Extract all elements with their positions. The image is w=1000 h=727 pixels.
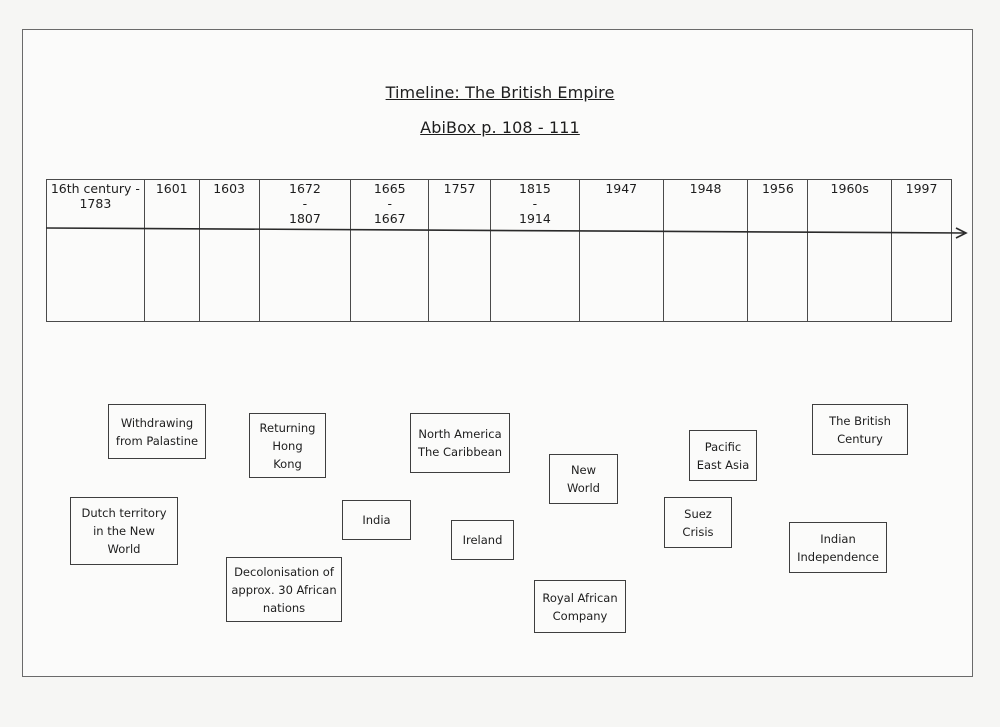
- event-card[interactable]: Pacific East Asia: [689, 430, 757, 481]
- timeline-date: 1948: [689, 181, 722, 196]
- timeline-date: 1997: [905, 181, 938, 196]
- event-card[interactable]: India: [342, 500, 411, 540]
- timeline-date: 1960s: [830, 181, 869, 196]
- event-card[interactable]: Suez Crisis: [664, 497, 732, 548]
- timeline-column: [891, 180, 951, 321]
- page-subtitle: AbiBox p. 108 - 111: [420, 118, 580, 137]
- timeline-column: [747, 180, 807, 321]
- timeline-date: 1601: [155, 181, 188, 196]
- timeline-table: [46, 179, 952, 322]
- timeline-date: 1815 - 1914: [519, 181, 551, 226]
- timeline-column: [47, 180, 144, 321]
- event-card[interactable]: Withdrawing from Palastine: [108, 404, 206, 459]
- timeline-date: 1672 - 1807: [289, 181, 321, 226]
- timeline-arrow: [46, 222, 970, 242]
- page-title: Timeline: The British Empire: [385, 83, 615, 102]
- timeline-column: [259, 180, 351, 321]
- timeline-date: 16th century - 1783: [50, 181, 140, 211]
- timeline-date: 1956: [761, 181, 794, 196]
- event-card[interactable]: Dutch territory in the New World: [70, 497, 178, 565]
- timeline-date: 1947: [605, 181, 638, 196]
- timeline-column: [663, 180, 748, 321]
- event-card[interactable]: Indian Independence: [789, 522, 887, 573]
- timeline-column: [144, 180, 199, 321]
- event-card[interactable]: New World: [549, 454, 618, 504]
- timeline-date: 1757: [443, 181, 476, 196]
- event-card[interactable]: Royal African Company: [534, 580, 626, 633]
- timeline-column: [428, 180, 490, 321]
- event-card[interactable]: North America The Caribbean: [410, 413, 510, 473]
- event-card[interactable]: Returning Hong Kong: [249, 413, 326, 478]
- timeline-column: [490, 180, 579, 321]
- timeline-column: [807, 180, 891, 321]
- event-card[interactable]: Decolonisation of approx. 30 African nations: [226, 557, 342, 622]
- timeline-column: [350, 180, 428, 321]
- timeline-date: 1665 - 1667: [373, 181, 406, 226]
- timeline-date: 1603: [213, 181, 245, 196]
- timeline-column: [579, 180, 663, 321]
- timeline-column: [199, 180, 259, 321]
- event-card[interactable]: The British Century: [812, 404, 908, 455]
- event-card[interactable]: Ireland: [451, 520, 514, 560]
